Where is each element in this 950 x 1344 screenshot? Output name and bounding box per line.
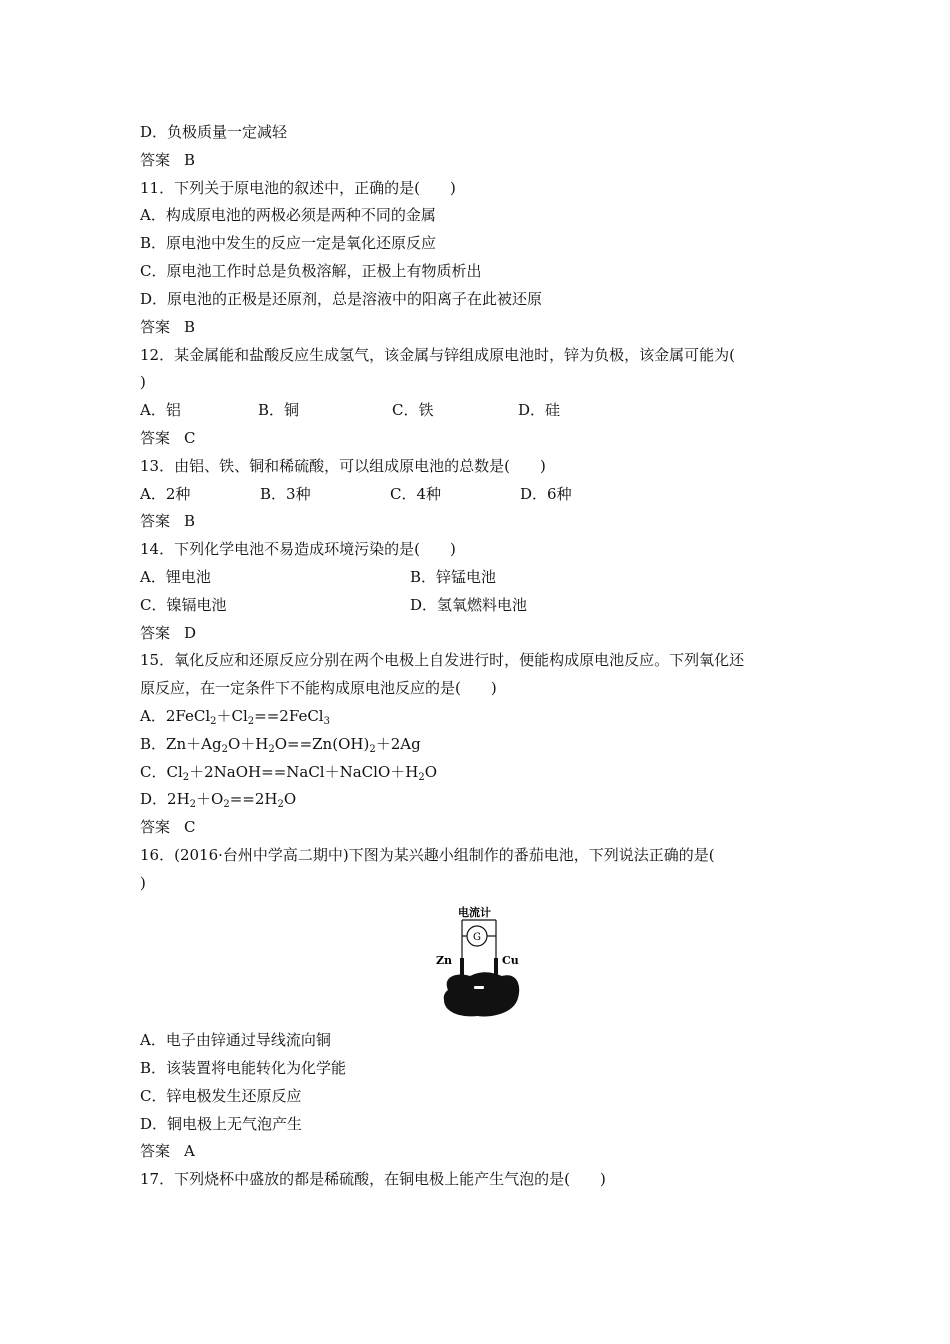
question-12-stem-cont: ) [140,373,146,391]
zn-label: Zn [436,954,453,967]
option-a: A．电子由锌通过导线流向铜 [140,1031,331,1049]
cu-label: Cu [502,954,519,967]
option-c: C．4种 [390,485,442,503]
option-a: A．铝 [140,401,181,419]
meter-symbol: G [473,932,481,943]
option-c: C．$Cl_2+2NaOH==NaCl+NaClO+H_2O$ [140,763,438,783]
option-d: D．铜电极上无气泡产生 [140,1115,303,1133]
option-b: B．原电池中发生的反应一定是氧化还原反应 [140,234,437,252]
answer-line: 答案 C [140,818,196,836]
question-12-stem: 12．某金属能和盐酸反应生成氢气，该金属与锌组成原电池时，锌为负极，该金属可能为( [140,346,735,364]
option-a: A．2种 [140,485,191,503]
option-b: B．该装置将电能转化为化学能 [140,1059,347,1077]
option-d: D．氢氧燃料电池 [410,596,528,614]
question-15-stem: 15．氧化反应和还原反应分别在两个电极上自发进行时，便能构成原电池反应。下列氧化还 [140,651,745,669]
option-d: D．$2H_2+O_2==2H_2O$ [140,790,297,810]
option-a: A．构成原电池的两极必须是两种不同的金属 [140,206,436,224]
question-13-stem: 13．由铝、铁、铜和稀硫酸，可以组成原电池的总数是( ) [140,457,546,475]
option-b: B．$Zn+Ag_2O+H_2O==Zn(OH)_2+2Ag$ [140,735,421,755]
answer-line: 答案 D [140,624,197,642]
option-d: D．原电池的正极是还原剂，总是溶液中的阳离子在此被还原 [140,290,543,308]
question-14-stem: 14．下列化学电池不易造成环境污染的是( ) [140,540,456,558]
answer-line: 答案 B [140,512,196,530]
tomato-icon [444,972,519,1016]
option-b: B．3种 [260,485,311,503]
question-16-stem-cont: ) [140,874,146,892]
option-b: B．铜 [258,401,300,419]
question-15-stem-cont: 原反应，在一定条件下不能构成原电池反应的是( ) [140,679,497,697]
meter-label: 电流计 [458,906,491,919]
question-11-stem: 11．下列关于原电池的叙述中，正确的是( ) [140,179,456,197]
option-c: C．锌电极发生还原反应 [140,1087,302,1105]
option-c: C．原电池工作时总是负极溶解，正极上有物质析出 [140,262,482,280]
question-16-stem: 16．(2016·台州中学高二期中)下图为某兴趣小组制作的番茄电池，下列说法正确的是( [140,846,715,864]
answer-line: 答案 B [140,318,196,336]
option-c: C．铁 [392,401,434,419]
answer-line: 答案 A [140,1142,195,1160]
option-d: D．6种 [520,485,572,503]
option-d: D．负极质量一定减轻 [140,123,288,141]
tomato-battery-figure [430,902,530,1020]
option-c: C．镍镉电池 [140,596,227,614]
answer-line: 答案 B [140,151,196,169]
answer-line: 答案 C [140,429,196,447]
option-d: D．硅 [518,401,561,419]
question-17-stem: 17．下列烧杯中盛放的都是稀硫酸，在铜电极上能产生气泡的是( ) [140,1170,606,1188]
option-b: B．锌锰电池 [410,568,497,586]
option-a: A．$2FeCl_2+Cl_2==2FeCl_3$ [140,707,330,727]
option-a: A．锂电池 [140,568,211,586]
